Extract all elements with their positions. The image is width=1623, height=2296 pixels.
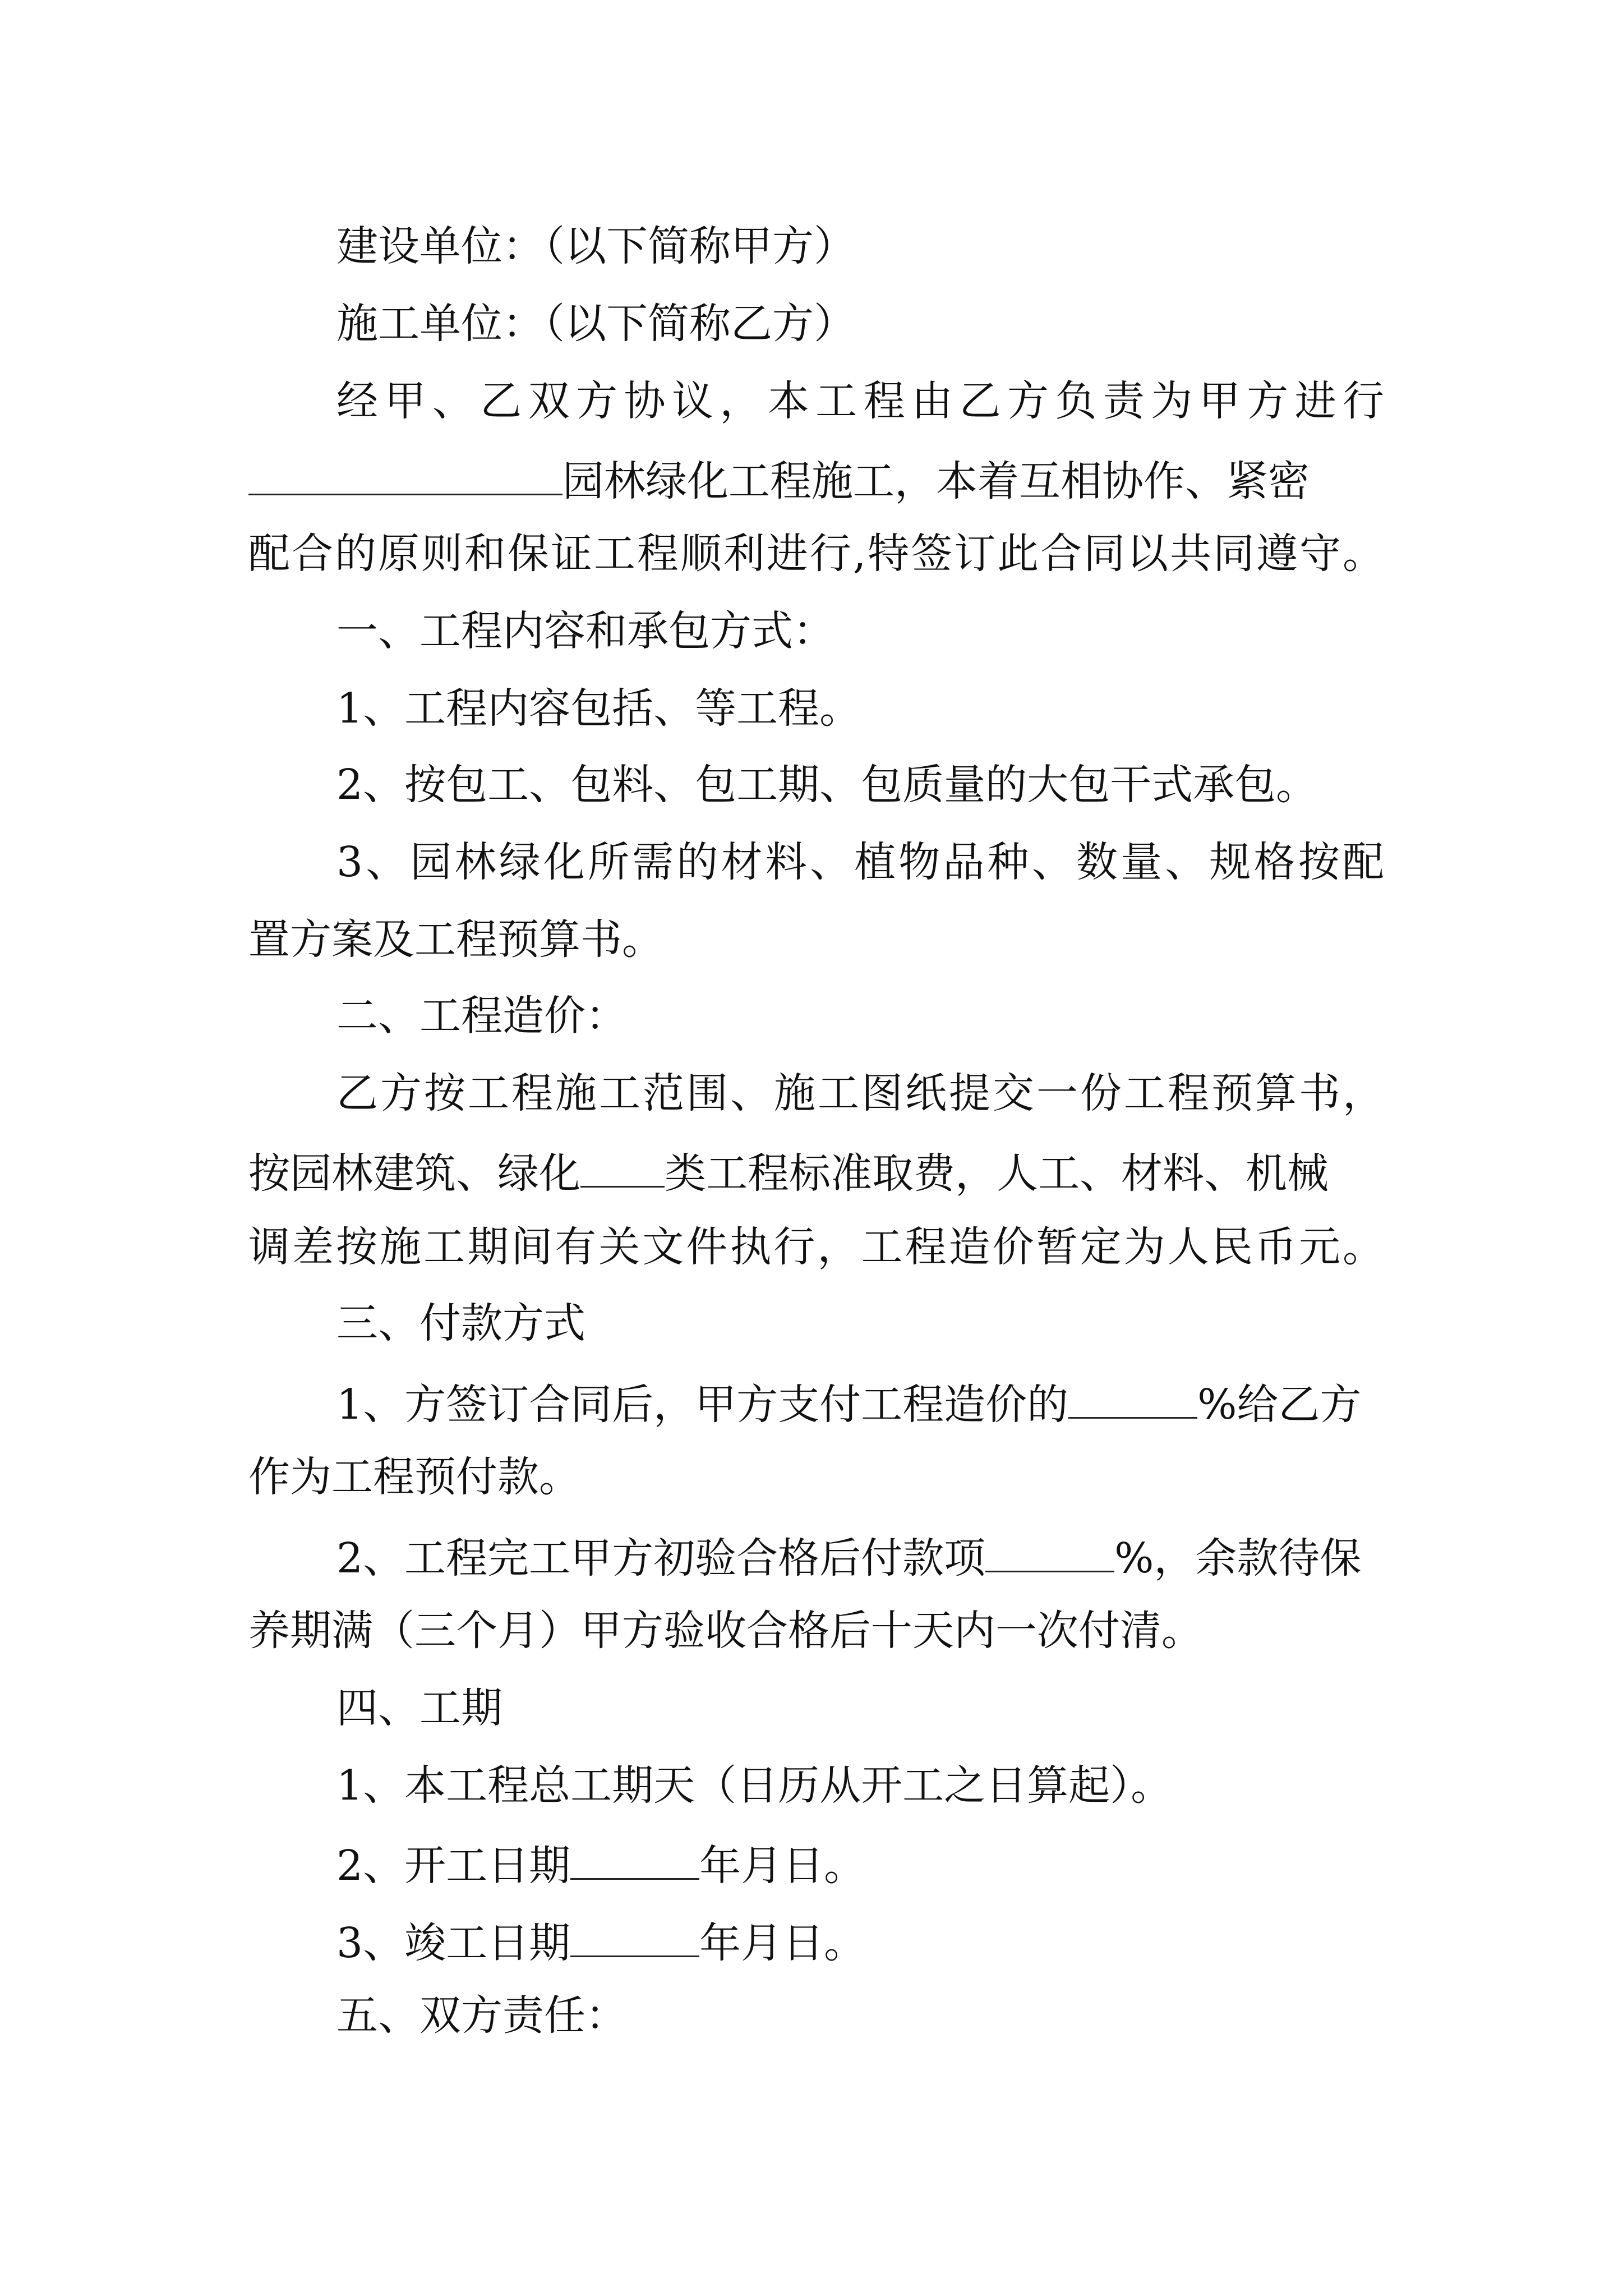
section-1-item-3-line-2: 置方案及工程预算书。 [248, 915, 663, 964]
section-3-item-2-line-2: 养期满（三个月）甲方验收合格后十天内一次付清。 [248, 1607, 1203, 1655]
start-date-blank[interactable] [570, 1841, 699, 1880]
section-2-line-2 [248, 1149, 1329, 1198]
start-date-label: 2、开工日期 [336, 1842, 571, 1890]
section-2-heading: 二、工程造价： [336, 992, 627, 1040]
section-5-heading: 五、双方责任： [336, 1991, 627, 2040]
section-3-item-1-text-a: 1、方签订合同后，甲方支付工程造价的 [336, 1381, 1069, 1429]
end-date-suffix: 年月日。 [699, 1919, 866, 1967]
section-4-item-1: 1、本工程总工期天（日历从开工之日算起）。 [336, 1761, 1173, 1810]
section-4-item-2 [336, 1841, 866, 1890]
section-4-heading: 四、工期 [336, 1684, 502, 1732]
project-name-blank[interactable] [248, 457, 562, 495]
section-2-line-2-text-a: 按园林建筑、绿化 [248, 1149, 580, 1198]
intro-line-2-text: 园林绿化工程施工，本着互相协作、紧密 [562, 457, 1310, 505]
section-3-item-1-line-1 [336, 1380, 1362, 1429]
jianshe-label: 建设单位：（以下简称甲方） [336, 222, 855, 270]
intro-line-2 [248, 457, 1310, 505]
section-4-item-3 [336, 1918, 866, 1967]
section-1-item-3-line-1: 3、园林绿化所需的材料、植物品种、数量、规格按配 [336, 838, 1384, 886]
section-3-item-1-line-2: 作为工程预付款。 [248, 1453, 580, 1501]
end-date-blank[interactable] [570, 1918, 699, 1957]
section-3-item-1-text-b: %给乙方 [1197, 1381, 1362, 1429]
section-1-item-2: 2、按包工、包料、包工期、包质量的大包干式承包。 [336, 761, 1318, 809]
intro-line-1: 经甲、乙双方协议，本工程由乙方负责为甲方进行 [336, 377, 1384, 425]
shigong-label: 施工单位：（以下简称乙方） [336, 300, 855, 348]
section-3-heading: 三、付款方式 [336, 1299, 585, 1347]
end-date-label: 3、竣工日期 [336, 1919, 571, 1967]
section-2-line-3: 调差按施工期间有关文件执行，工程造价暂定为人民币元。 [248, 1223, 1384, 1271]
section-3-item-2-text-a: 2、工程完工甲方初验合格后付款项 [336, 1534, 986, 1582]
start-date-suffix: 年月日。 [699, 1842, 866, 1890]
intro-line-3: 配合的原则和保证工程顺利进行,特签订此合同以共同遵守。 [248, 530, 1384, 578]
payment-percent-blank[interactable] [985, 1534, 1114, 1572]
section-2-line-2-text-b: 类工程标准取费，人工、材料、机械 [665, 1149, 1329, 1198]
fee-class-blank[interactable] [580, 1149, 665, 1188]
section-3-item-2-line-1 [336, 1534, 1362, 1582]
advance-percent-blank[interactable] [1068, 1380, 1197, 1419]
section-2-line-1: 乙方按工程施工范围、施工图纸提交一份工程预算书， [336, 1069, 1384, 1117]
section-3-item-2-text-b: %，余款待保 [1114, 1534, 1362, 1582]
section-1-item-1: 1、工程内容包括、等工程。 [336, 684, 861, 733]
section-1-heading: 一、工程内容和承包方式： [336, 607, 834, 655]
